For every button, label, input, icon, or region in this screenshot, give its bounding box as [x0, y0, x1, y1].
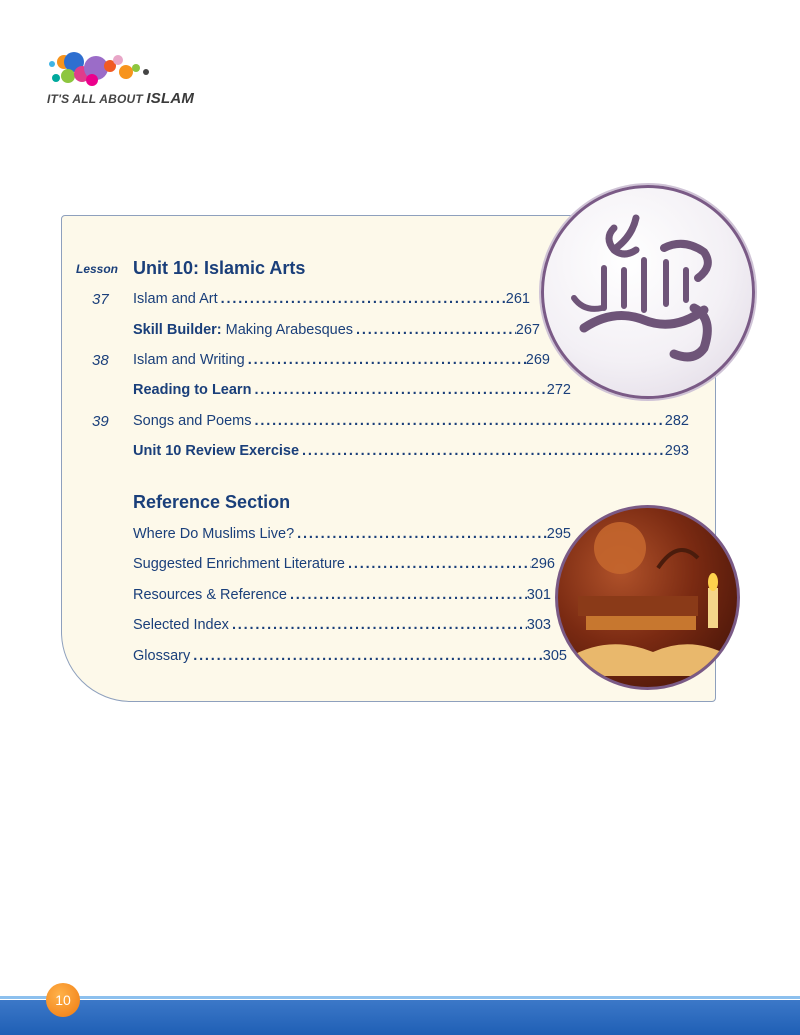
books-icon [558, 508, 737, 687]
leader-dots [353, 322, 516, 338]
unit-title: Unit 10: Islamic Arts [133, 258, 306, 278]
entry-title: Resources & Reference [133, 587, 287, 603]
toc-entry[interactable] [133, 443, 689, 459]
toc-entry[interactable] [133, 352, 550, 368]
entry-page: 296 [530, 556, 555, 572]
toc-entry[interactable] [133, 648, 567, 664]
leader-dots [299, 443, 665, 459]
entry-page: 305 [542, 648, 567, 664]
leader-dots [294, 526, 547, 542]
entry-title: Suggested Enrichment Literature [133, 556, 345, 572]
entry-bold-title: Skill Builder: [133, 322, 222, 338]
footer-bar [0, 1000, 800, 1035]
toc-entry[interactable] [133, 587, 551, 603]
toc-entry[interactable] [133, 556, 555, 572]
toc-entry[interactable] [133, 413, 689, 429]
leader-dots [345, 556, 531, 572]
logo-wordmark [47, 90, 194, 107]
entry-page: 293 [664, 443, 689, 459]
entry-bold-title: Reading to Learn [133, 382, 252, 398]
entry-title: Islam and Writing [133, 352, 245, 368]
entry-page: 267 [515, 322, 540, 338]
leader-dots [218, 291, 506, 307]
logo [44, 50, 194, 110]
entry-page: 303 [526, 617, 551, 633]
leader-dots [287, 587, 527, 603]
lesson-number: 38 [92, 352, 109, 369]
leader-dots [245, 352, 526, 368]
leader-dots [251, 382, 546, 398]
toc-entry[interactable] [133, 617, 551, 633]
logo-prefix: IT'S ALL ABOUT [47, 92, 143, 106]
page-number: 10 [46, 983, 80, 1017]
calligraphy-icon [544, 188, 752, 396]
toc-entry[interactable] [133, 322, 540, 338]
toc-entry[interactable] [133, 382, 571, 398]
leader-dots [190, 648, 543, 664]
footer-accent-line [0, 996, 800, 999]
reference-section-title: Reference Section [133, 492, 291, 512]
entry-title: Glossary [133, 648, 191, 664]
lesson-column-label: Lesson [76, 262, 119, 276]
toc-entry[interactable] [133, 291, 530, 307]
entry-title: Songs and Poems [133, 413, 252, 429]
entry-page: 295 [546, 526, 571, 542]
logo-main: ISLAM [146, 90, 195, 107]
entry-page: 272 [546, 382, 571, 398]
entry-title: Making Arabesques [221, 322, 354, 338]
entry-title: Selected Index [133, 617, 229, 633]
entry-page: 269 [525, 352, 550, 368]
entry-page: 261 [505, 291, 530, 307]
logo-bubbles-icon [44, 50, 164, 90]
leader-dots [252, 413, 665, 429]
entry-title: Islam and Art [133, 291, 218, 307]
leader-dots [229, 617, 527, 633]
entry-page: 301 [526, 587, 551, 603]
toc-entry[interactable] [133, 526, 571, 542]
lesson-number: 37 [92, 291, 109, 308]
entry-title: Where Do Muslims Live? [133, 526, 295, 542]
entry-page: 282 [664, 413, 689, 429]
calligraphy-medallion-image [541, 185, 755, 399]
entry-bold-title: Unit 10 Review Exercise [133, 443, 300, 459]
books-candle-image [555, 505, 740, 690]
lesson-number: 39 [92, 413, 109, 430]
